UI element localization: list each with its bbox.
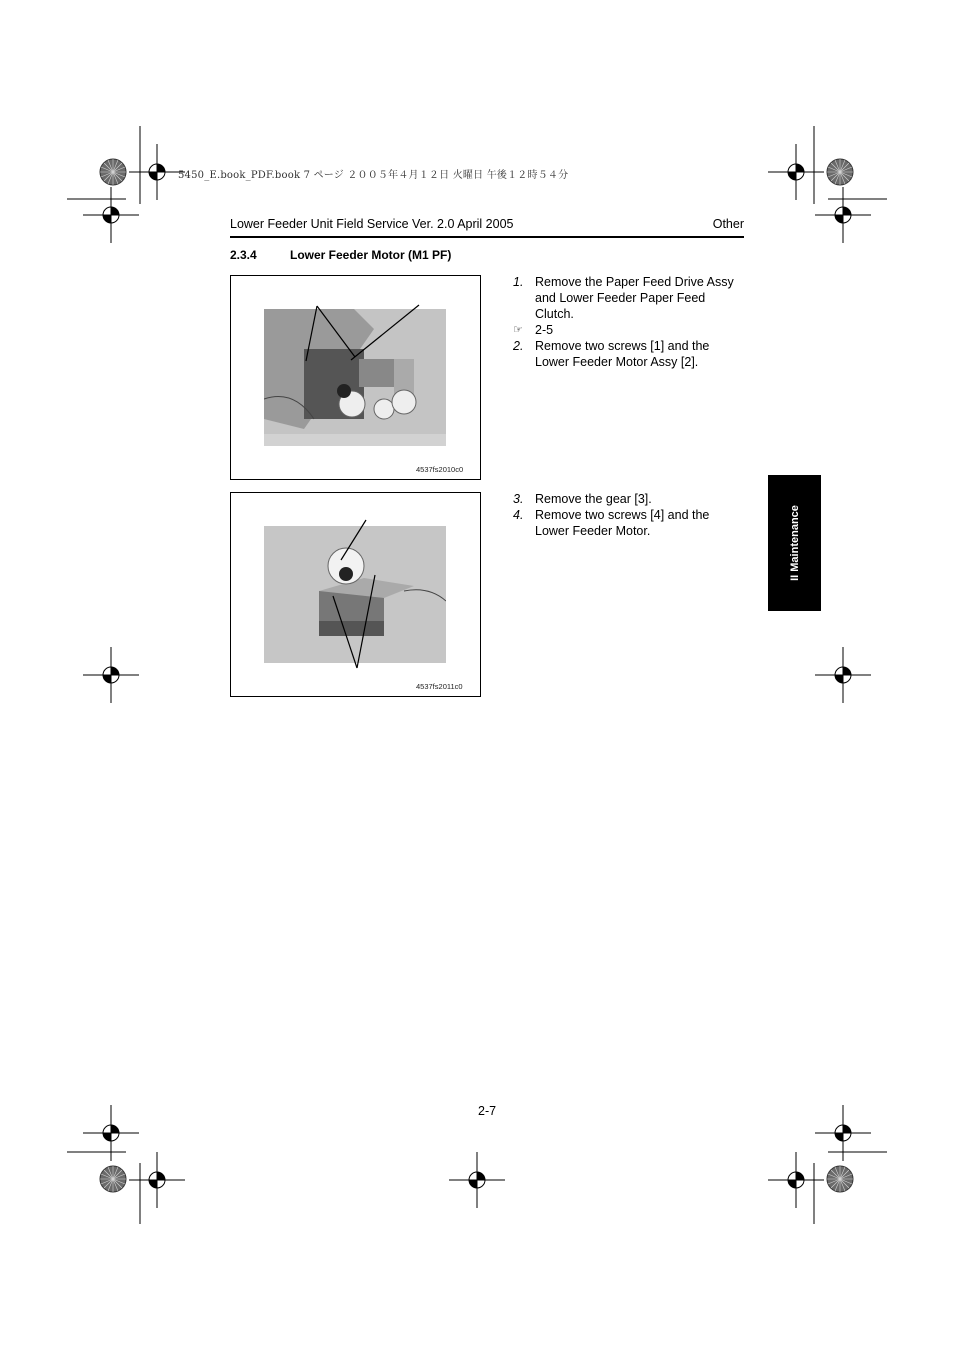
figure-2 <box>230 492 481 697</box>
pointing-hand-icon: ☞ <box>513 324 523 336</box>
section-number: 2.3.4 <box>230 248 257 262</box>
step-item: 3. Remove the gear [3]. <box>513 492 652 506</box>
chapter-tab[interactable] <box>768 475 821 611</box>
step-item: 2. Remove two screws [1] and the Lower Feeder Motor Assy [2]. <box>513 339 710 369</box>
figure-1-photo <box>264 309 446 446</box>
figure-1 <box>230 275 481 480</box>
steps-group-1 <box>513 274 745 370</box>
print-header: 5450_E.book_PDF.book 7 ページ ２００５年４月１２日 火曜日 午後１２時５４分 <box>178 170 569 181</box>
figure-1-id: 4537fs2010c0 <box>416 465 464 474</box>
steps-group-2 <box>513 491 745 539</box>
step-item: 1. Remove the Paper Feed Drive Assy and Lower Feeder Paper Feed Clutch. <box>513 275 734 321</box>
chapter-tab-label: II Maintenance <box>788 505 801 581</box>
running-head <box>230 216 744 238</box>
reference-item <box>513 322 745 338</box>
figure-2-photo <box>264 526 446 663</box>
section-heading <box>230 248 451 262</box>
figure-2-id: 4537fs2011c0 <box>416 682 463 691</box>
step-item: 4. Remove two screws [4] and the Lower Feeder Motor. <box>513 508 710 538</box>
section-title: Lower Feeder Motor (M1 PF) <box>290 248 452 262</box>
page-number: 2-7 <box>478 1104 497 1118</box>
running-head-title: Lower Feeder Unit Field Service Ver. 2.0 April 2005 <box>230 217 514 231</box>
reference-link[interactable]: 2-5 <box>535 323 554 337</box>
running-head-section: Other <box>712 217 744 231</box>
